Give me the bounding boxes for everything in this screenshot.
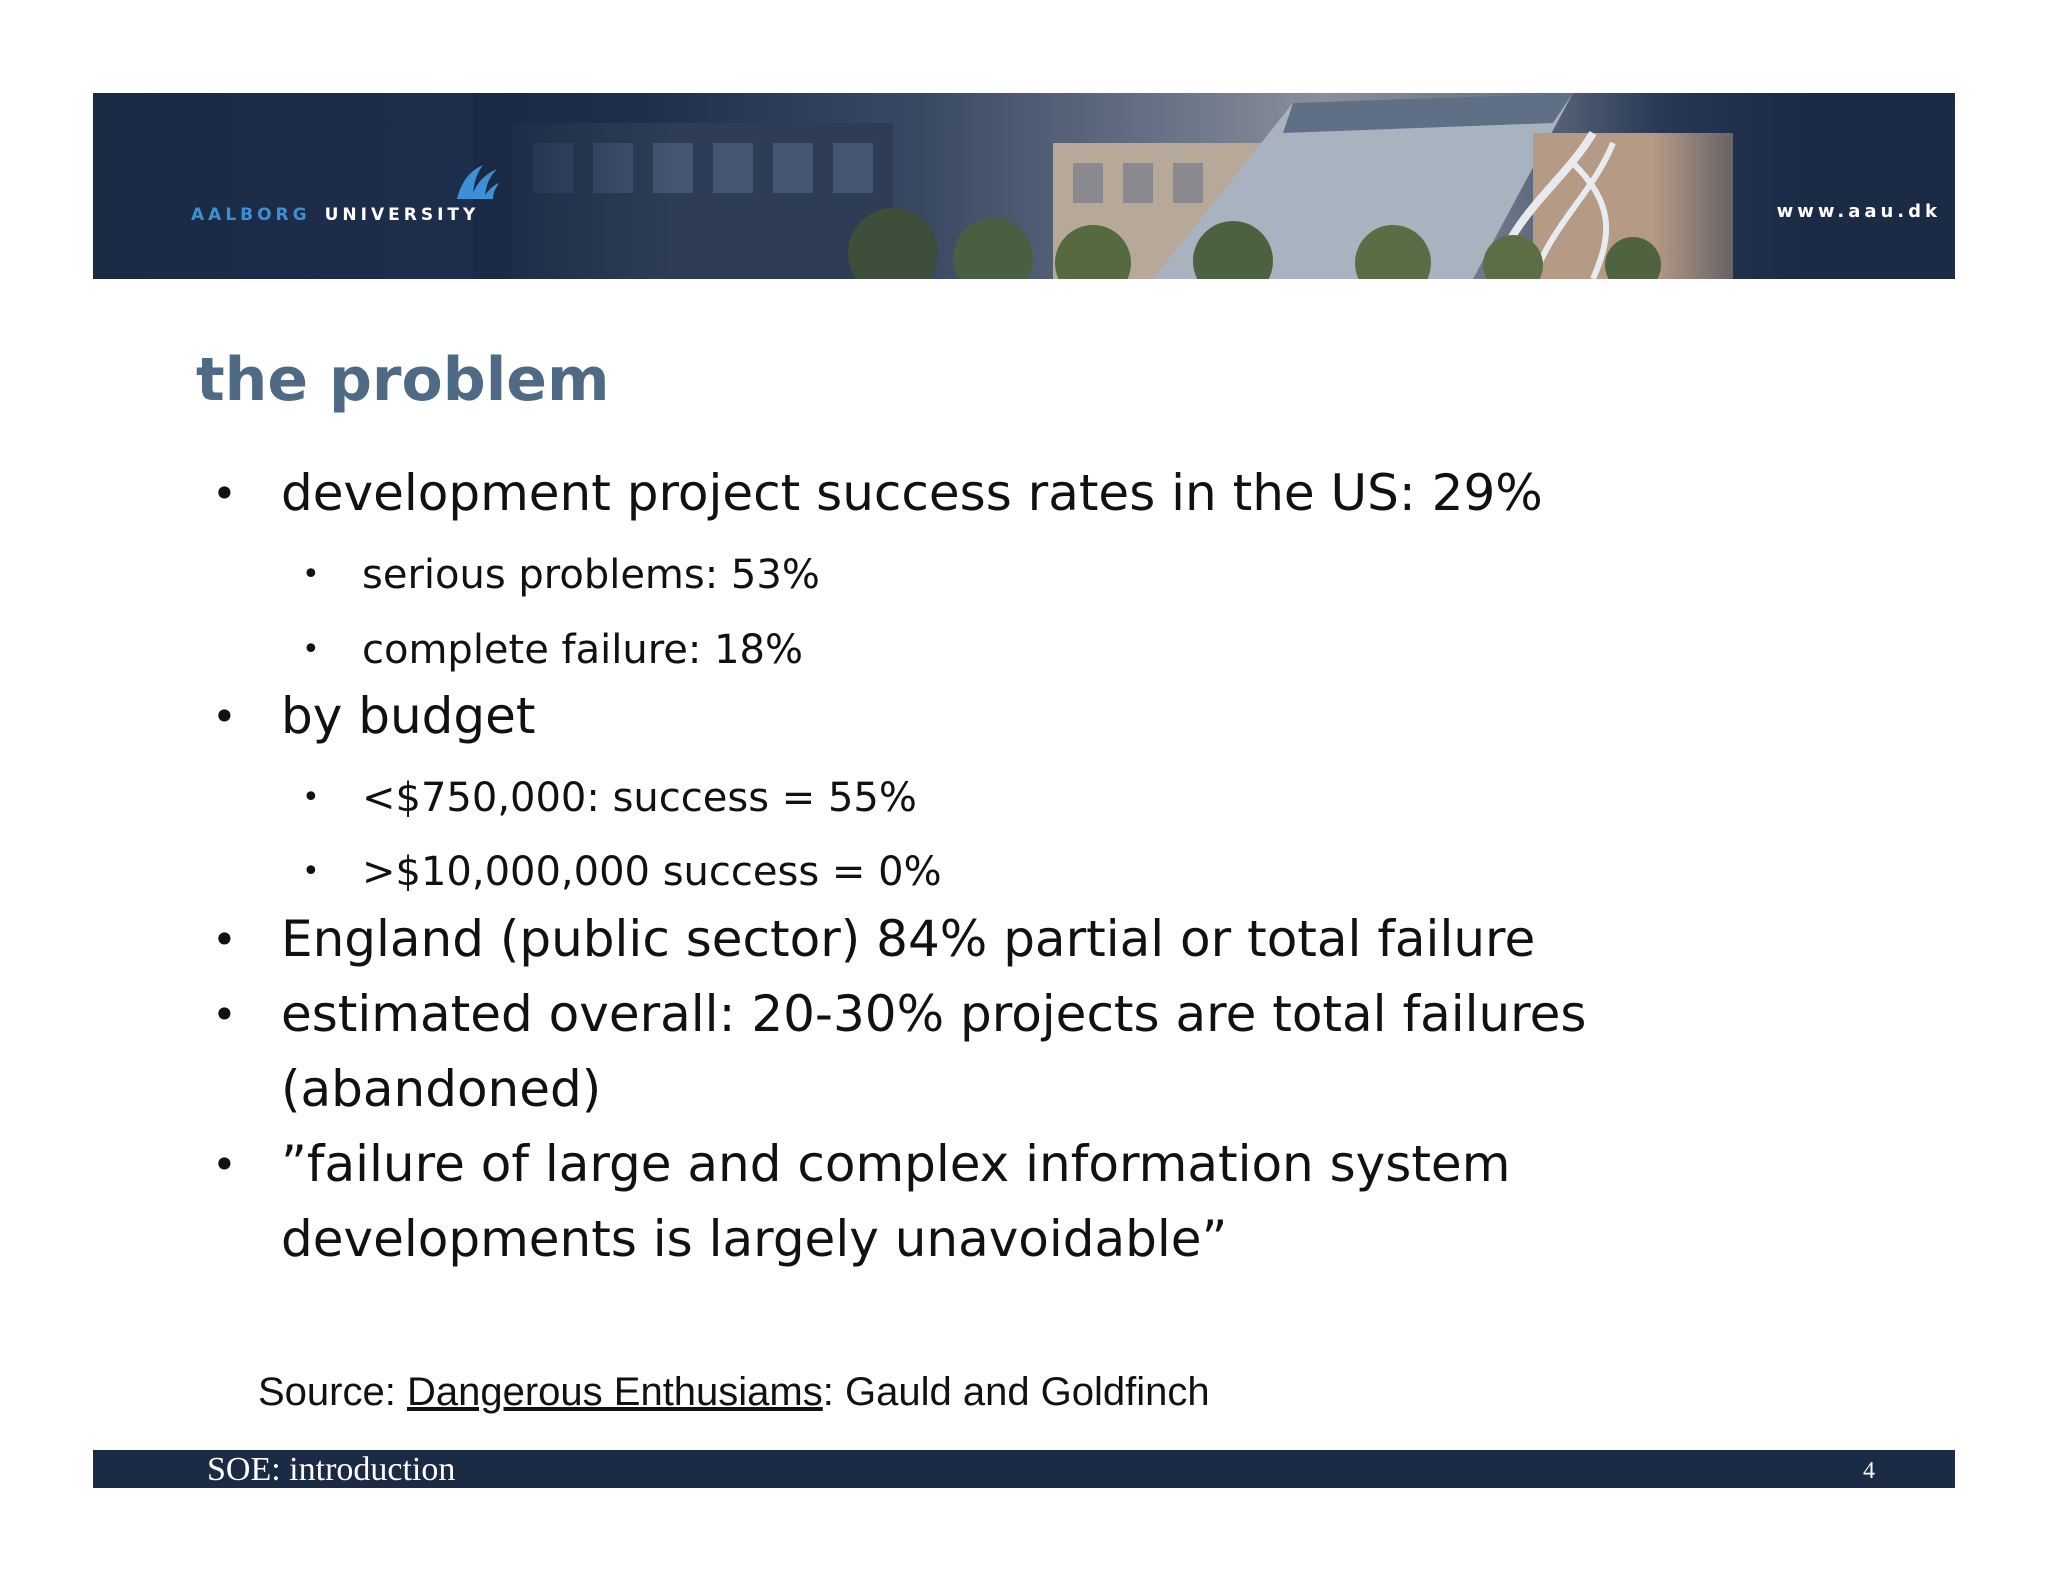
footer-title: SOE: introduction — [207, 1451, 456, 1488]
footer-bar — [93, 1450, 1955, 1488]
sub-bullet-item: complete failure: 18% — [362, 627, 803, 673]
sub-bullet-item: serious problems: 53% — [362, 552, 820, 598]
bullet-icon: • — [212, 915, 237, 964]
bullet-line: estimated overall: 20-30% projects are total failures — [281, 985, 1587, 1043]
bullet-icon: • — [212, 692, 237, 741]
logo-aalborg-text: AALBORG — [191, 205, 311, 225]
source-label: Source: — [258, 1370, 407, 1414]
bullet-icon: • — [302, 632, 320, 667]
logo-university-text: UNIVERSITY — [324, 205, 480, 225]
bullet-line: developments is largely unavoidable” — [281, 1210, 1228, 1268]
bullet-item — [281, 977, 1701, 1127]
source-citation — [258, 1370, 1210, 1415]
sub-bullet-item: <$750,000: success = 55% — [362, 775, 917, 821]
source-link[interactable]: Dangerous Enthusiams — [406, 1370, 823, 1414]
source-authors: : Gauld and Goldfinch — [822, 1370, 1210, 1414]
website-url: www.aau.dk — [1776, 201, 1941, 222]
bullet-icon: • — [212, 990, 237, 1039]
bullet-icon: • — [212, 1140, 237, 1189]
bullet-item — [281, 1127, 1701, 1277]
bullet-icon: • — [302, 854, 320, 889]
bullet-icon: • — [302, 780, 320, 815]
bullet-icon: • — [212, 469, 237, 518]
bullet-line: ”failure of large and complex information system — [281, 1135, 1511, 1193]
bullet-item: England (public sector) 84% partial or total failure — [281, 910, 1536, 968]
bullet-item: development project success rates in the US: 29% — [281, 464, 1543, 522]
bullet-item: by budget — [281, 687, 536, 745]
bullet-line: (abandoned) — [281, 1060, 602, 1118]
sub-bullet-item: >$10,000,000 success = 0% — [362, 849, 942, 895]
slide-title: the problem — [196, 345, 610, 415]
bullet-icon: • — [302, 557, 320, 592]
page-number: 4 — [1863, 1458, 1875, 1484]
